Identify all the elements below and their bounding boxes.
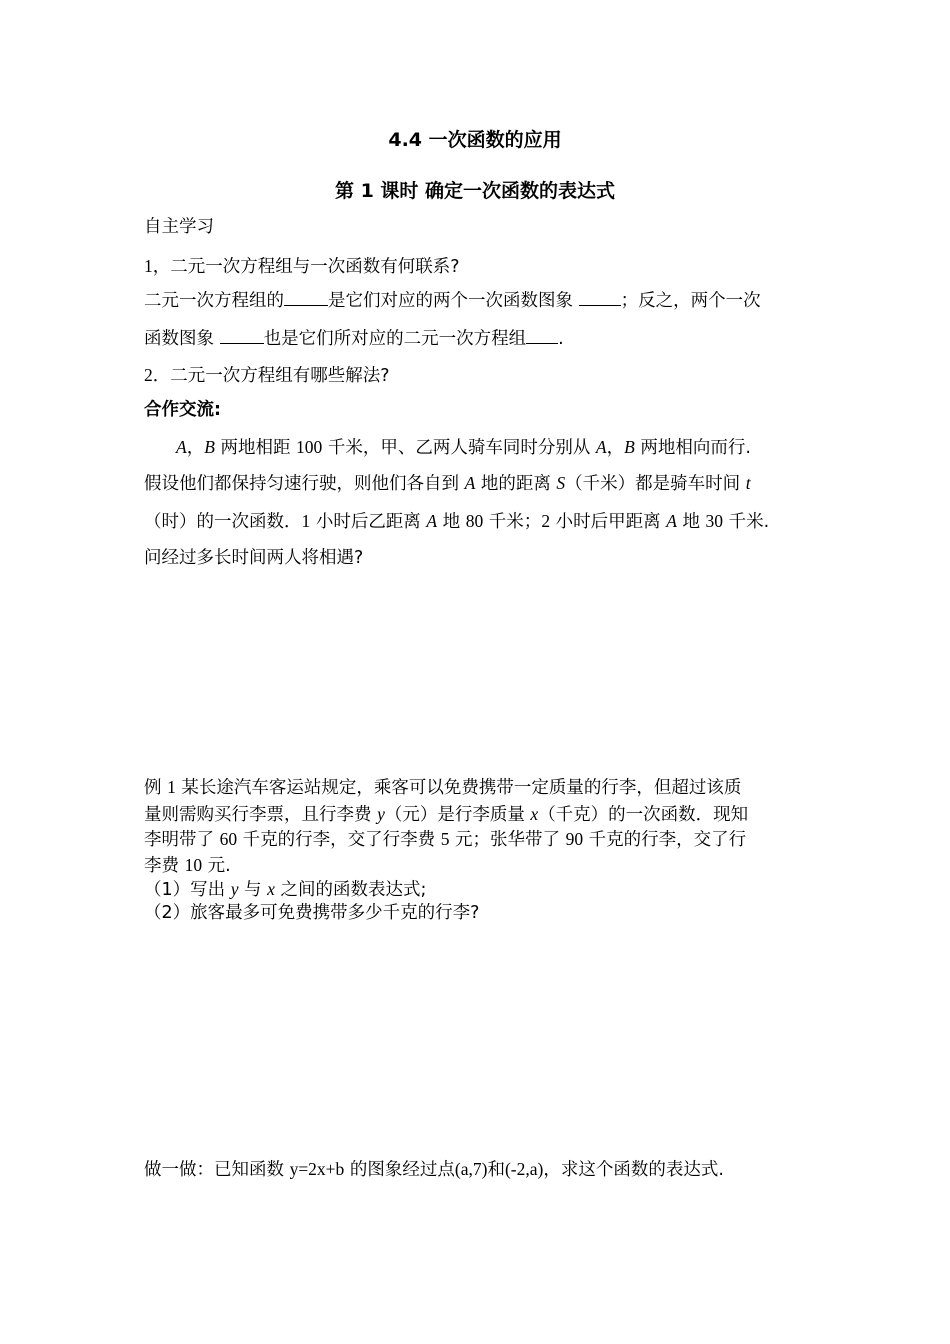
example-subquestion-2: （2）旅客最多可免费携带多少千克的行李?	[144, 903, 480, 923]
blank-3	[220, 327, 264, 344]
text-segment: 与	[238, 880, 268, 900]
example-line-2	[144, 803, 748, 826]
text-segment: 假设他们都保持匀速行驶，则他们各自到	[144, 474, 465, 494]
text-segment: （时）的一次函数．	[144, 512, 302, 532]
example-line-4	[144, 854, 231, 877]
text-segment: 函数图象	[144, 329, 214, 349]
question-text: ，二元一次方程组与一次函数有何联系?	[152, 257, 460, 277]
problem-line-3	[144, 510, 769, 533]
text-segment: （千克）的一次函数．现知	[538, 805, 749, 825]
text-segment: .	[558, 329, 564, 349]
text-segment: 两地相距	[214, 438, 297, 458]
number: 1	[167, 777, 176, 797]
blank-2	[579, 289, 621, 306]
number: 80	[465, 511, 484, 531]
example-label: 例	[144, 778, 168, 798]
answer-line-2	[144, 327, 564, 350]
text-segment: 千米，甲、乙两人骑车同时分别从	[322, 438, 596, 458]
var-B: B	[204, 437, 215, 457]
number: 10	[184, 855, 203, 875]
answer-line-1	[144, 289, 761, 312]
var-A: A	[176, 437, 187, 457]
point-1: (a,7)	[454, 1159, 488, 1179]
question-number: 2	[144, 365, 153, 385]
var-x: x	[530, 804, 539, 824]
text-segment: ；反之，两个一次	[620, 291, 761, 311]
number: 1	[301, 511, 311, 531]
question-number: 1	[144, 256, 153, 276]
var-A: A	[464, 473, 476, 493]
text-segment: 千米；	[483, 512, 542, 532]
var-B: B	[624, 437, 635, 457]
text-segment: 的图象经过点	[344, 1160, 455, 1180]
text-segment: 李费	[144, 856, 185, 876]
number: 60	[219, 829, 238, 849]
number: 100	[296, 437, 323, 457]
var-t: t	[745, 473, 751, 493]
text-segment: 元.	[202, 856, 231, 876]
question-2	[144, 364, 390, 387]
text-segment: 是它们对应的两个一次函数图象	[328, 291, 573, 311]
text-segment: 千克的行李，交了行李费	[237, 830, 441, 850]
var-A: A	[426, 511, 438, 531]
page-title: 4.4 一次函数的应用	[388, 129, 562, 151]
text-segment: 和	[487, 1160, 505, 1180]
text-segment: 之间的函数表达式;	[274, 880, 427, 900]
var-y: y	[377, 804, 385, 824]
var-y: y	[230, 879, 239, 899]
problem-line-2	[144, 472, 751, 495]
blank-1	[284, 289, 328, 306]
var-x: x	[267, 879, 275, 899]
text-segment: 小时后甲距离	[550, 512, 667, 532]
number: 90	[565, 829, 584, 849]
example-subquestion-1	[144, 878, 426, 901]
text-segment: 小时后乙距离	[310, 512, 427, 532]
section-heading-cooperation: 合作交流:	[144, 400, 221, 420]
text-segment: 二元一次方程组的	[144, 291, 284, 311]
number: 2	[541, 511, 551, 531]
text-segment: 地	[676, 512, 706, 532]
text-segment: （千米）都是骑车时间	[565, 474, 746, 494]
example-line-1	[144, 776, 741, 799]
text-segment: 做一做：已知函数	[144, 1160, 290, 1180]
problem-line-4: 问经过多长时间两人将相遇?	[144, 548, 364, 568]
text-segment: ，	[606, 438, 625, 458]
number: 30	[705, 511, 724, 531]
text-segment: 地	[437, 512, 466, 532]
number: 5	[440, 829, 450, 849]
var-A: A	[666, 511, 677, 531]
text-segment: 也是它们所对应的二元一次方程组	[263, 329, 527, 349]
text-segment: 李明带了	[144, 830, 220, 850]
section-heading-self-study: 自主学习	[144, 217, 214, 237]
text-segment: （1）写出	[144, 880, 231, 900]
problem-line-1	[176, 436, 751, 459]
var-A: A	[595, 437, 607, 457]
text-segment: 元；张华带了	[449, 830, 566, 850]
example-line-3	[144, 828, 746, 851]
text-segment: （元）是行李质量	[384, 805, 531, 825]
var-S: S	[556, 473, 566, 493]
text-segment: ，求这个函数的表达式.	[543, 1160, 724, 1180]
text-segment: 千克的行李，交了行	[583, 830, 747, 850]
try-it-question	[144, 1158, 724, 1181]
page-subtitle: 第 1 课时 确定一次函数的表达式	[334, 180, 616, 202]
question-text: ．二元一次方程组有哪些解法?	[152, 366, 390, 386]
text-segment: 地的距离	[475, 474, 557, 494]
question-1	[144, 255, 460, 278]
text-segment: 两地相向而行.	[634, 438, 751, 458]
text-segment: 量则需购买行李票，且行李费	[144, 805, 378, 825]
blank-4	[526, 327, 558, 344]
text-segment: 千米.	[723, 512, 770, 532]
text-segment: 某长途汽车客运站规定，乘客可以免费携带一定质量的行李，但超过该质	[175, 778, 742, 798]
formula: y=2x+b	[289, 1159, 345, 1179]
text-segment: ，	[186, 438, 205, 458]
point-2: (-2,a)	[504, 1159, 544, 1179]
